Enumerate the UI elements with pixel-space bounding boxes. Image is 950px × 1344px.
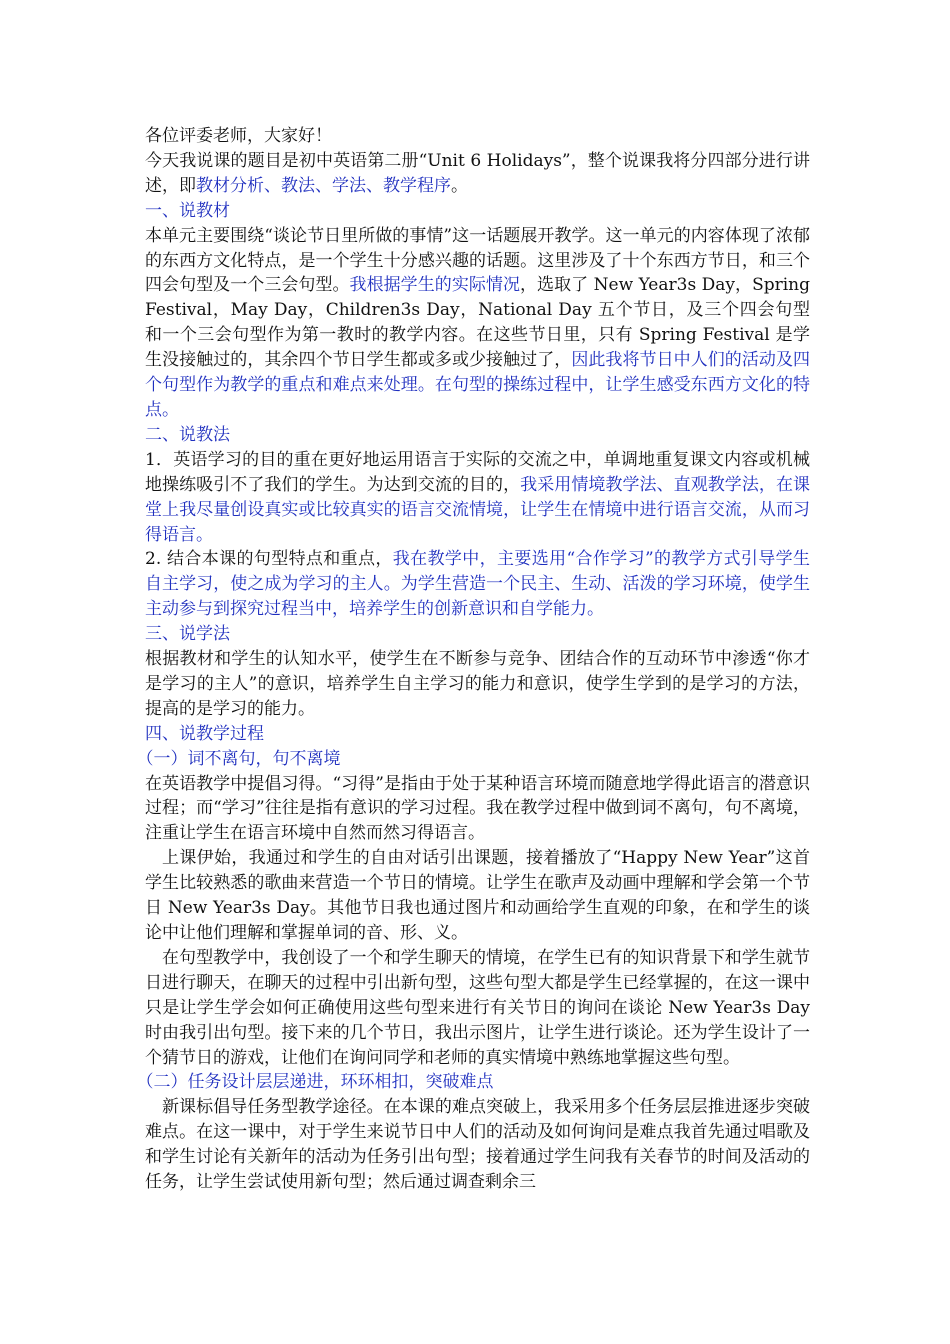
section1-text-c: ，选取了 New Year3s Day，Spring Festival，May Day，Children3s Day，National Day 五个节日，及三个四会句型和一个三会句型作为第一教时的教学内容。在这些节日里，只有 Spring Festival 是学生没接触过的，其余四个节日学生都或多或少接触过了， <box>145 275 811 371</box>
subsection1-heading: （一）词不离句，句不离境 <box>136 748 341 769</box>
subsection2-heading: （二）任务设计层层递进，环环相扣，突破难点 <box>136 1072 494 1093</box>
section1-highlight-d: 因此我将节日中人们的活动及四个句型作为教学的重点和难点来处理。在句型的操练过程中，让学生感受东西方文化的特点。 <box>145 350 811 420</box>
subsection1-paragraph3: 在句型教学中，我创设了一个和学生聊天的情境，在学生已有的知识背景下和学生就节日进行聊天，在聊天的过程中引出新句型，这些句型大都是学生已经掌握的，在这一课中只是让学生学会如何正确使用这些句型来进行有关节日的询问在谈论 New Year3s Day 时由我引出句型。接下来的几个节日，我出示图片，让学生进行谈论。还为学生设计了一个猜节日的游戏，让他们在询问同学和老师的真实情境中熟练地掌握这些句型。 <box>145 947 810 1068</box>
section3-heading: 三、说学法 <box>145 624 230 645</box>
section1-paragraph <box>145 224 810 423</box>
section2-item2-highlight: 我在教学中，主要选用“合作学习”的教学方式引导学生自主学习，使之成为学习的主人。为学生营造一个民主、生动、活泼的学习环境，使学生主动参与到探究过程当中，培养学生的创新意识和自学能力。 <box>145 549 810 620</box>
section1-highlight-b: 我根据学生的实际情况 <box>349 275 520 296</box>
intro-text: 今天我说课的题目是初中英语第二册“Unit 6 Holidays”，整个说课我将分四部分进行讲述，即 <box>145 150 810 196</box>
intro-end: 。 <box>451 175 468 196</box>
section2-item1-highlight: 我采用情境教学法、直观教学法，在课堂上我尽量创设真实或比较真实的语言交流情境，让学生在情境中进行语言交流，从而习得语言。 <box>145 474 811 545</box>
section2-item2-text: 2. 结合本课的句型特点和重点， <box>145 549 393 570</box>
subsection1-paragraph1: 在英语教学中提倡习得。“习得”是指由于处于某种语言环境而随意地学得此语言的潜意识过程；而“学习”往往是指有意识的学习过程。我在教学过程中做到词不离句，句不离境，注重让学生在语言环境中自然而然习得语言。 <box>145 773 810 844</box>
greeting: 各位评委老师，大家好！ <box>145 126 332 146</box>
intro-paragraph <box>145 149 810 199</box>
section4-heading: 四、说教学过程 <box>145 723 264 744</box>
section1-heading: 一、说教材 <box>145 200 230 221</box>
section3-paragraph: 根据教材和学生的认知水平，使学生在不断参与竞争、团结合作的互动环节中渗透“你才是学习的主人”的意识，培养学生自主学习的能力和意识，使学生学到的是学习的方法，提高的是学习的能力。 <box>145 649 810 719</box>
document-body <box>136 124 811 1195</box>
section2-item1 <box>145 448 810 548</box>
intro-highlight: 教材分析、教法、学法、教学程序 <box>196 175 451 196</box>
subsection1-paragraph2: 上课伊始，我通过和学生的自由对话引出课题，接着播放了“Happy New Year”这首学生比较熟悉的歌曲来营造一个节日的情境。让学生在歌声及动画中理解和学会第一个节日 New Year3s Day。其他节日我也通过图片和动画给学生直观的印象，在和学生的谈论中让他们理解和掌握单词的音、形、义。 <box>145 848 810 943</box>
subsection2-paragraph1: 新课标倡导任务型教学途径。在本课的难点突破上，我采用多个任务层层推进逐步突破难点。在这一课中，对于学生来说节日中人们的活动及如何询问是难点我首先通过唱歌及和学生讨论有关新年的活动为任务引出句型；接着通过学生问我有关春节的时间及活动的任务，让学生尝试使用新句型；然后通过调查剩余三 <box>145 1097 810 1193</box>
section2-item1-text: 1．英语学习的目的重在更好地运用语言于实际的交流之中，单调地重复课文内容或机械地操练吸引不了我们的学生。为达到交流的目的， <box>145 449 810 495</box>
section1-text-a: 本单元主要围绕“谈论节日里所做的事情”这一话题展开教学。这一单元的内容体现了浓郁的东西方文化特点，是一个学生十分感兴趣的话题。这里涉及了十个东西方节日，和三个四会句型及一个三会句型。 <box>145 225 810 296</box>
section2-heading: 二、说教法 <box>145 424 230 445</box>
section2-item2 <box>145 547 810 622</box>
